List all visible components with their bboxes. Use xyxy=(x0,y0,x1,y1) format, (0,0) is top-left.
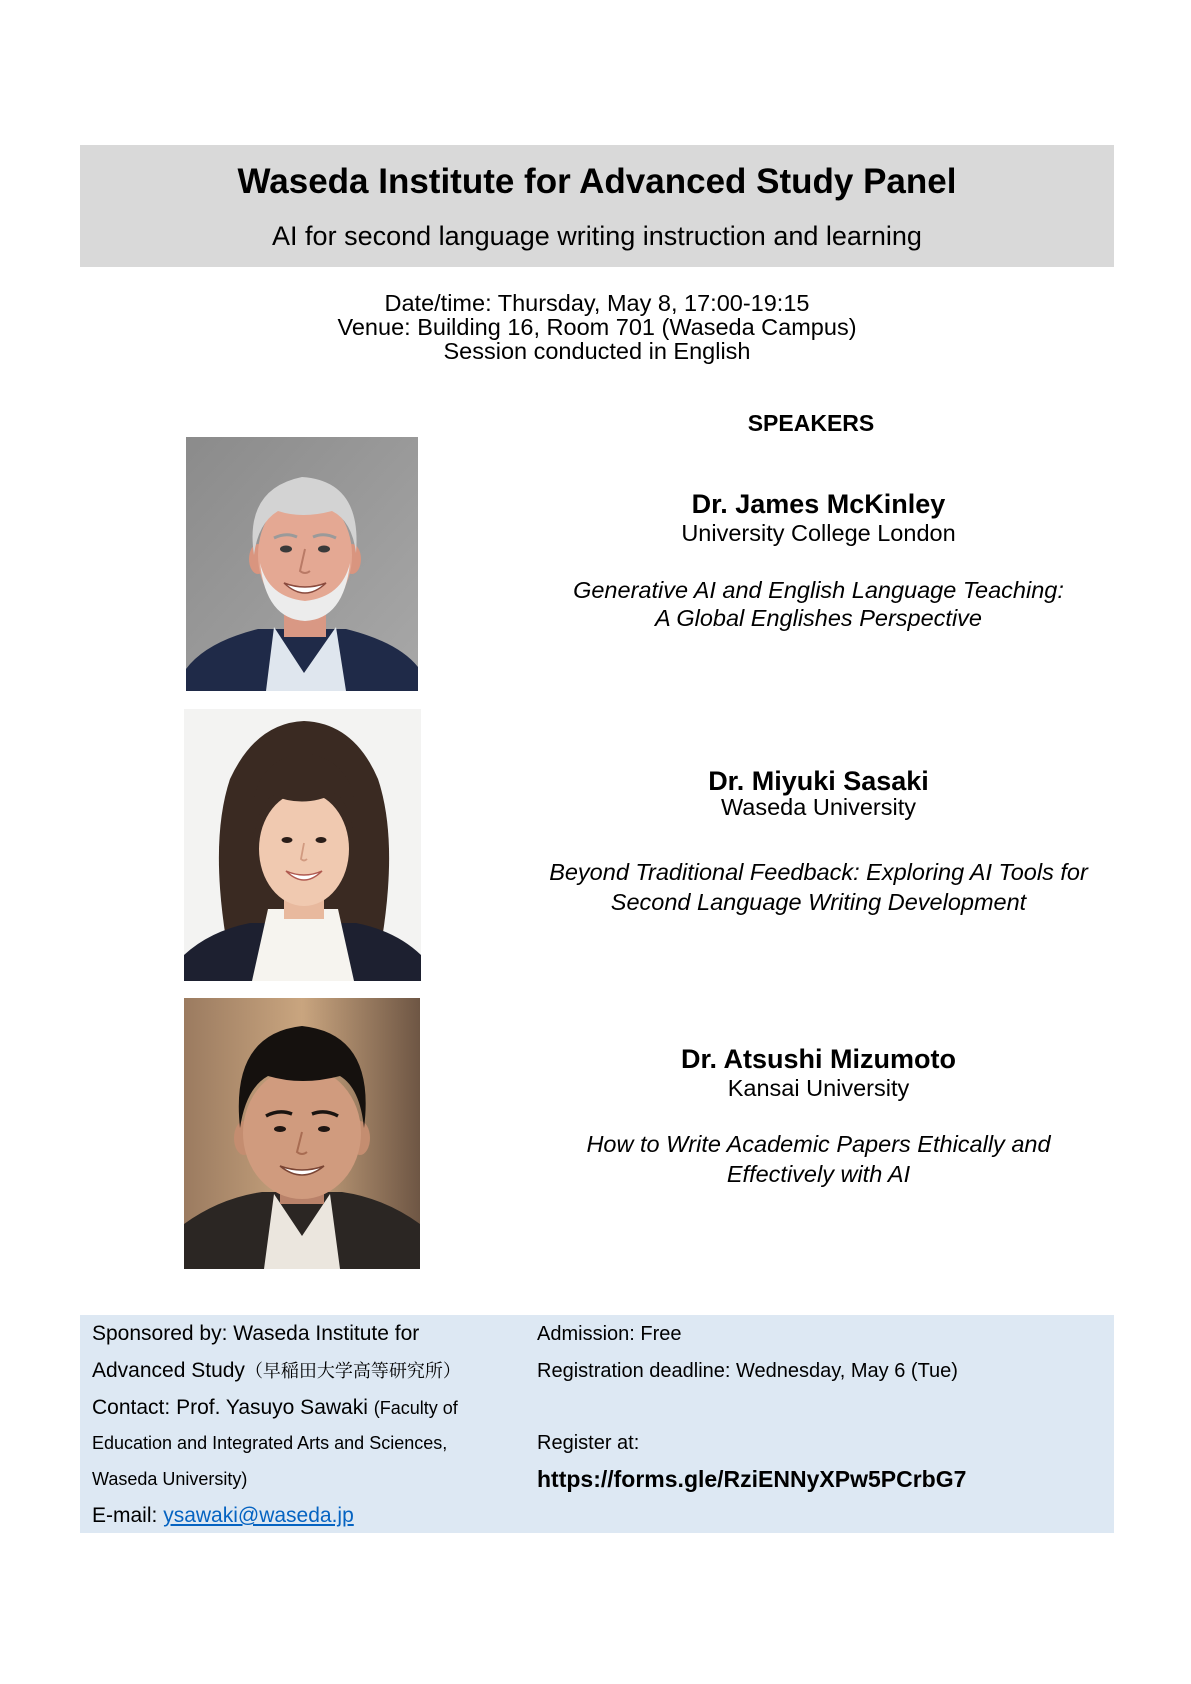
contact-affiliation: Education and Integrated Arts and Sciences, xyxy=(92,1433,448,1453)
face xyxy=(259,792,349,906)
info-box xyxy=(80,1315,1114,1533)
email-link[interactable]: ysawaki@waseda.jp xyxy=(163,1504,354,1527)
event-venue: Venue: Building 16, Room 701 (Waseda Campus) xyxy=(337,314,857,340)
speaker-photo-atsushi-mizumoto xyxy=(184,998,420,1269)
eye-right xyxy=(316,837,327,843)
sponsor-name-japanese: （早稲田大学高等研究所） xyxy=(244,1361,461,1381)
event-language: Session conducted in English xyxy=(443,338,751,364)
sponsor-line xyxy=(92,1319,419,1349)
register-label: Register at: xyxy=(537,1432,640,1454)
talk-title-line: Effectively with AI xyxy=(726,1161,911,1187)
header-banner xyxy=(80,145,1114,267)
event-datetime: Date/time: Thursday, May 8, 17:00-19:15 xyxy=(384,290,810,316)
registration-deadline: Registration deadline: Wednesday, May 6 (Tue) xyxy=(537,1360,958,1382)
sponsor-label: Sponsored by: xyxy=(92,1322,228,1345)
speaker-name: Dr. Atsushi Mizumoto xyxy=(681,1044,956,1074)
speaker-photo-james-mckinley xyxy=(186,437,418,691)
contact-affiliation: Waseda University) xyxy=(92,1469,248,1489)
speaker-name: Dr. Miyuki Sasaki xyxy=(708,766,929,796)
eye-right xyxy=(318,546,330,553)
contact-label: Contact: xyxy=(92,1396,171,1419)
email-label: E-mail: xyxy=(92,1504,158,1527)
talk-title-line: How to Write Academic Papers Ethically and xyxy=(586,1131,1051,1157)
speaker-affiliation: Waseda University xyxy=(720,794,917,820)
sponsor-line xyxy=(92,1356,461,1386)
speakers-heading: SPEAKERS xyxy=(747,410,875,436)
speaker-photo-miyuki-sasaki xyxy=(184,709,421,981)
talk-title-line: Second Language Writing Development xyxy=(610,889,1027,915)
eye-left xyxy=(282,837,293,843)
admission-info: Admission: Free xyxy=(537,1323,682,1345)
speaker-name: Dr. James McKinley xyxy=(691,489,946,519)
page-title: Waseda Institute for Advanced Study Panel xyxy=(237,162,957,201)
eye-left xyxy=(274,1126,286,1132)
talk-title-line: A Global Englishes Perspective xyxy=(655,605,982,631)
eye-right xyxy=(318,1126,330,1132)
contact-affiliation: (Faculty of xyxy=(373,1398,458,1418)
speaker-affiliation: University College London xyxy=(681,520,956,546)
email-line xyxy=(92,1501,354,1531)
eye-left xyxy=(280,546,292,553)
page-subtitle: AI for second language writing instruction and learning xyxy=(272,221,922,251)
talk-title-line: Beyond Traditional Feedback: Exploring AI Tools for xyxy=(549,859,1088,885)
sponsor-name: Advanced Study xyxy=(92,1359,245,1382)
contact-line xyxy=(92,1393,458,1423)
speaker-affiliation: Kansai University xyxy=(727,1075,910,1101)
registration-url[interactable]: https://forms.gle/RziENNyXPw5PCrbG7 xyxy=(537,1466,967,1492)
blouse xyxy=(252,909,354,981)
sponsor-name: Waseda Institute for xyxy=(233,1322,420,1345)
talk-title-line: Generative AI and English Language Teaching: xyxy=(573,577,1064,603)
contact-name: Prof. Yasuyo Sawaki xyxy=(176,1396,368,1419)
